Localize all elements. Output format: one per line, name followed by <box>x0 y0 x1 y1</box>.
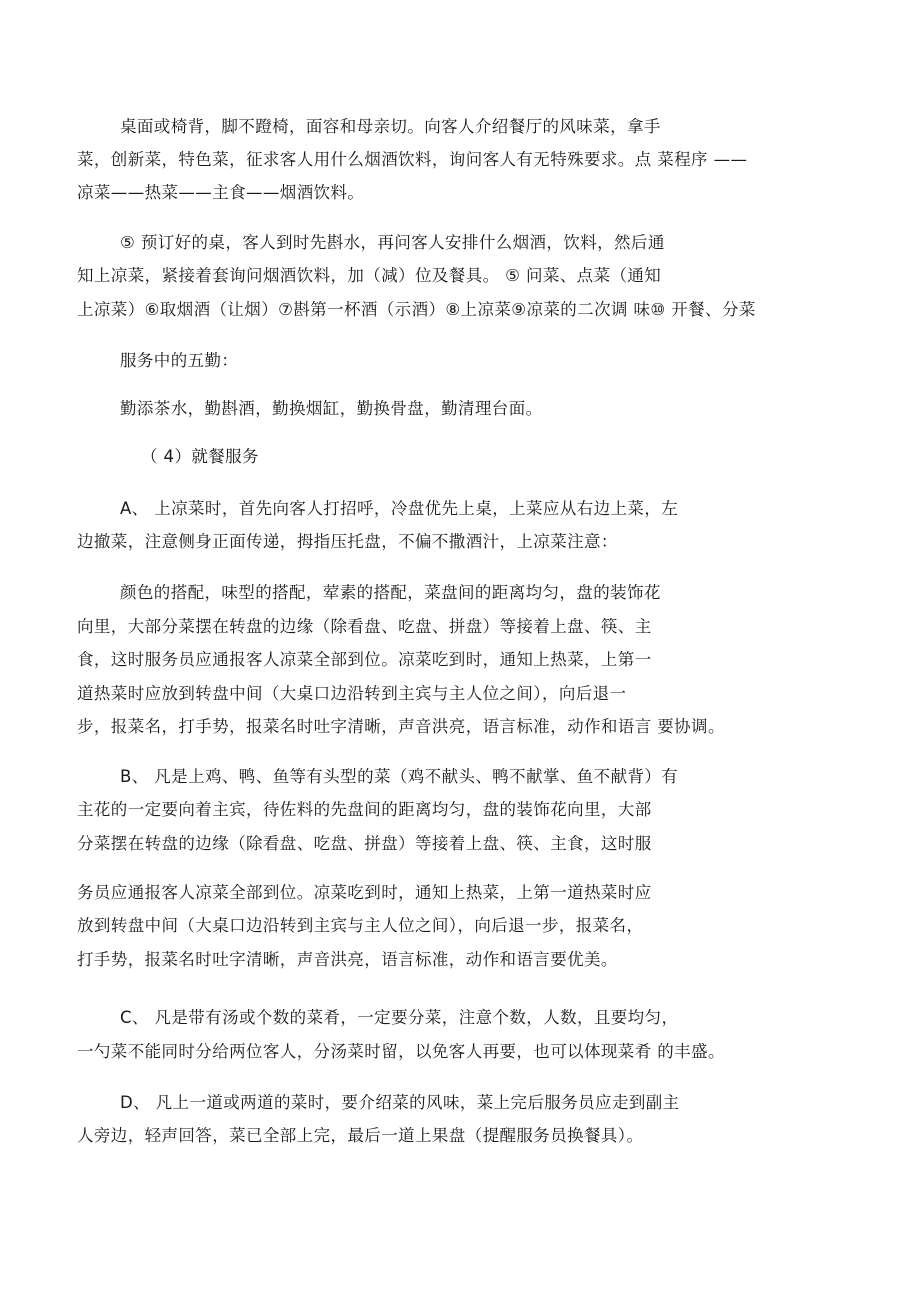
text-line: 打手势，报菜名时吐字清晰，声音洪亮，语言标准，动作和语言要优美。 <box>77 950 618 969</box>
text-line: A、 上凉菜时，首先向客人打招呼，冷盘优先上桌，上菜应从右边上菜，左 <box>120 499 679 518</box>
text-line: 人旁边，轻声回答，菜已全部上完，最后一道上果盘（提醒服务员换餐具）。 <box>77 1126 644 1145</box>
text-line: D、 凡上一道或两道的菜时，要介绍菜的风味，菜上完后服务员应走到副主 <box>120 1093 680 1112</box>
text-line: 知上凉菜，紧接着套询问烟酒饮料，加（减）位及餐具。 ⑤ 问菜、点菜（通知 <box>77 266 662 285</box>
text-line: C、 凡是带有汤或个数的菜肴，一定要分菜，注意个数，人数，且要均匀， <box>120 1008 679 1027</box>
text-line: 主花的一定要向着主宾，待佐料的先盘间的距离均匀，盘的装饰花向里，大部 <box>77 800 652 819</box>
text-line: ⑤ 预订好的桌，客人到时先斟水，再问客人安排什么烟酒，饮料，然后通 <box>120 233 665 252</box>
text-line: 务员应通报客人凉菜全部到位。凉菜吃到时，通知上热菜，上第一道热菜时应 <box>77 883 652 902</box>
text-line: 食，这时服务员应通报客人凉菜全部到位。凉菜吃到时，通知上热菜，上第一 <box>77 650 652 669</box>
text-line: 桌面或椅背，脚不蹬椅，面容和母亲切。向客人介绍餐厅的风味菜，拿手 <box>120 117 661 136</box>
text-line: 放到转盘中间（大桌口边沿转到主宾与主人位之间），向后退一步，报菜名， <box>77 916 644 935</box>
text-line: 颜色的搭配，味型的搭配，荤素的搭配，菜盘间的距离均匀，盘的装饰花 <box>120 583 661 602</box>
text-line: 菜，创新菜，特色菜，征求客人用什么烟酒饮料，询问客人有无特殊要求。点 菜程序 —— <box>77 150 748 169</box>
text-line: 凉菜——热菜——主食——烟酒饮料。 <box>77 183 365 202</box>
text-line: 步，报菜名，打手势，报菜名时吐字清晰，声音洪亮，语言标准，动作和语言 要协调。 <box>77 717 725 736</box>
text-line: 道热菜时应放到转盘中间（大桌口边沿转到主宾与主人位之间），向后退一 <box>77 684 627 703</box>
text-line: 向里，大部分菜摆在转盘的边缘（除看盘、吃盘、拼盘）等接着上盘、筷、主 <box>77 617 652 636</box>
text-line: B、 凡是上鸡、鸭、鱼等有头型的菜（鸡不献头、鸭不献掌、鱼不献背）有 <box>120 767 679 786</box>
section-heading: （ 4）就餐服务 <box>141 447 259 466</box>
text-line: 边撤菜，注意侧身正面传递，拇指压托盘，不偏不撒酒汁，上凉菜注意： <box>77 532 618 551</box>
text-line: 一勺菜不能同时分给两位客人，分汤菜时留，以免客人再要，也可以体现菜肴 的丰盛。 <box>77 1042 725 1061</box>
section-heading: 服务中的五勤： <box>120 351 239 370</box>
text-line: 上凉菜）⑥取烟酒（让烟）⑦斟第一杯酒（示酒）⑧上凉菜⑨凉菜的二次调 味⑩ 开餐、分菜 <box>77 300 756 319</box>
text-line: 分菜摆在转盘的边缘（除看盘、吃盘、拼盘）等接着上盘、筷、主食，这时服 <box>77 834 652 853</box>
text-line: 勤添茶水，勤斟酒，勤换烟缸，勤换骨盘，勤清理台面。 <box>120 399 543 418</box>
